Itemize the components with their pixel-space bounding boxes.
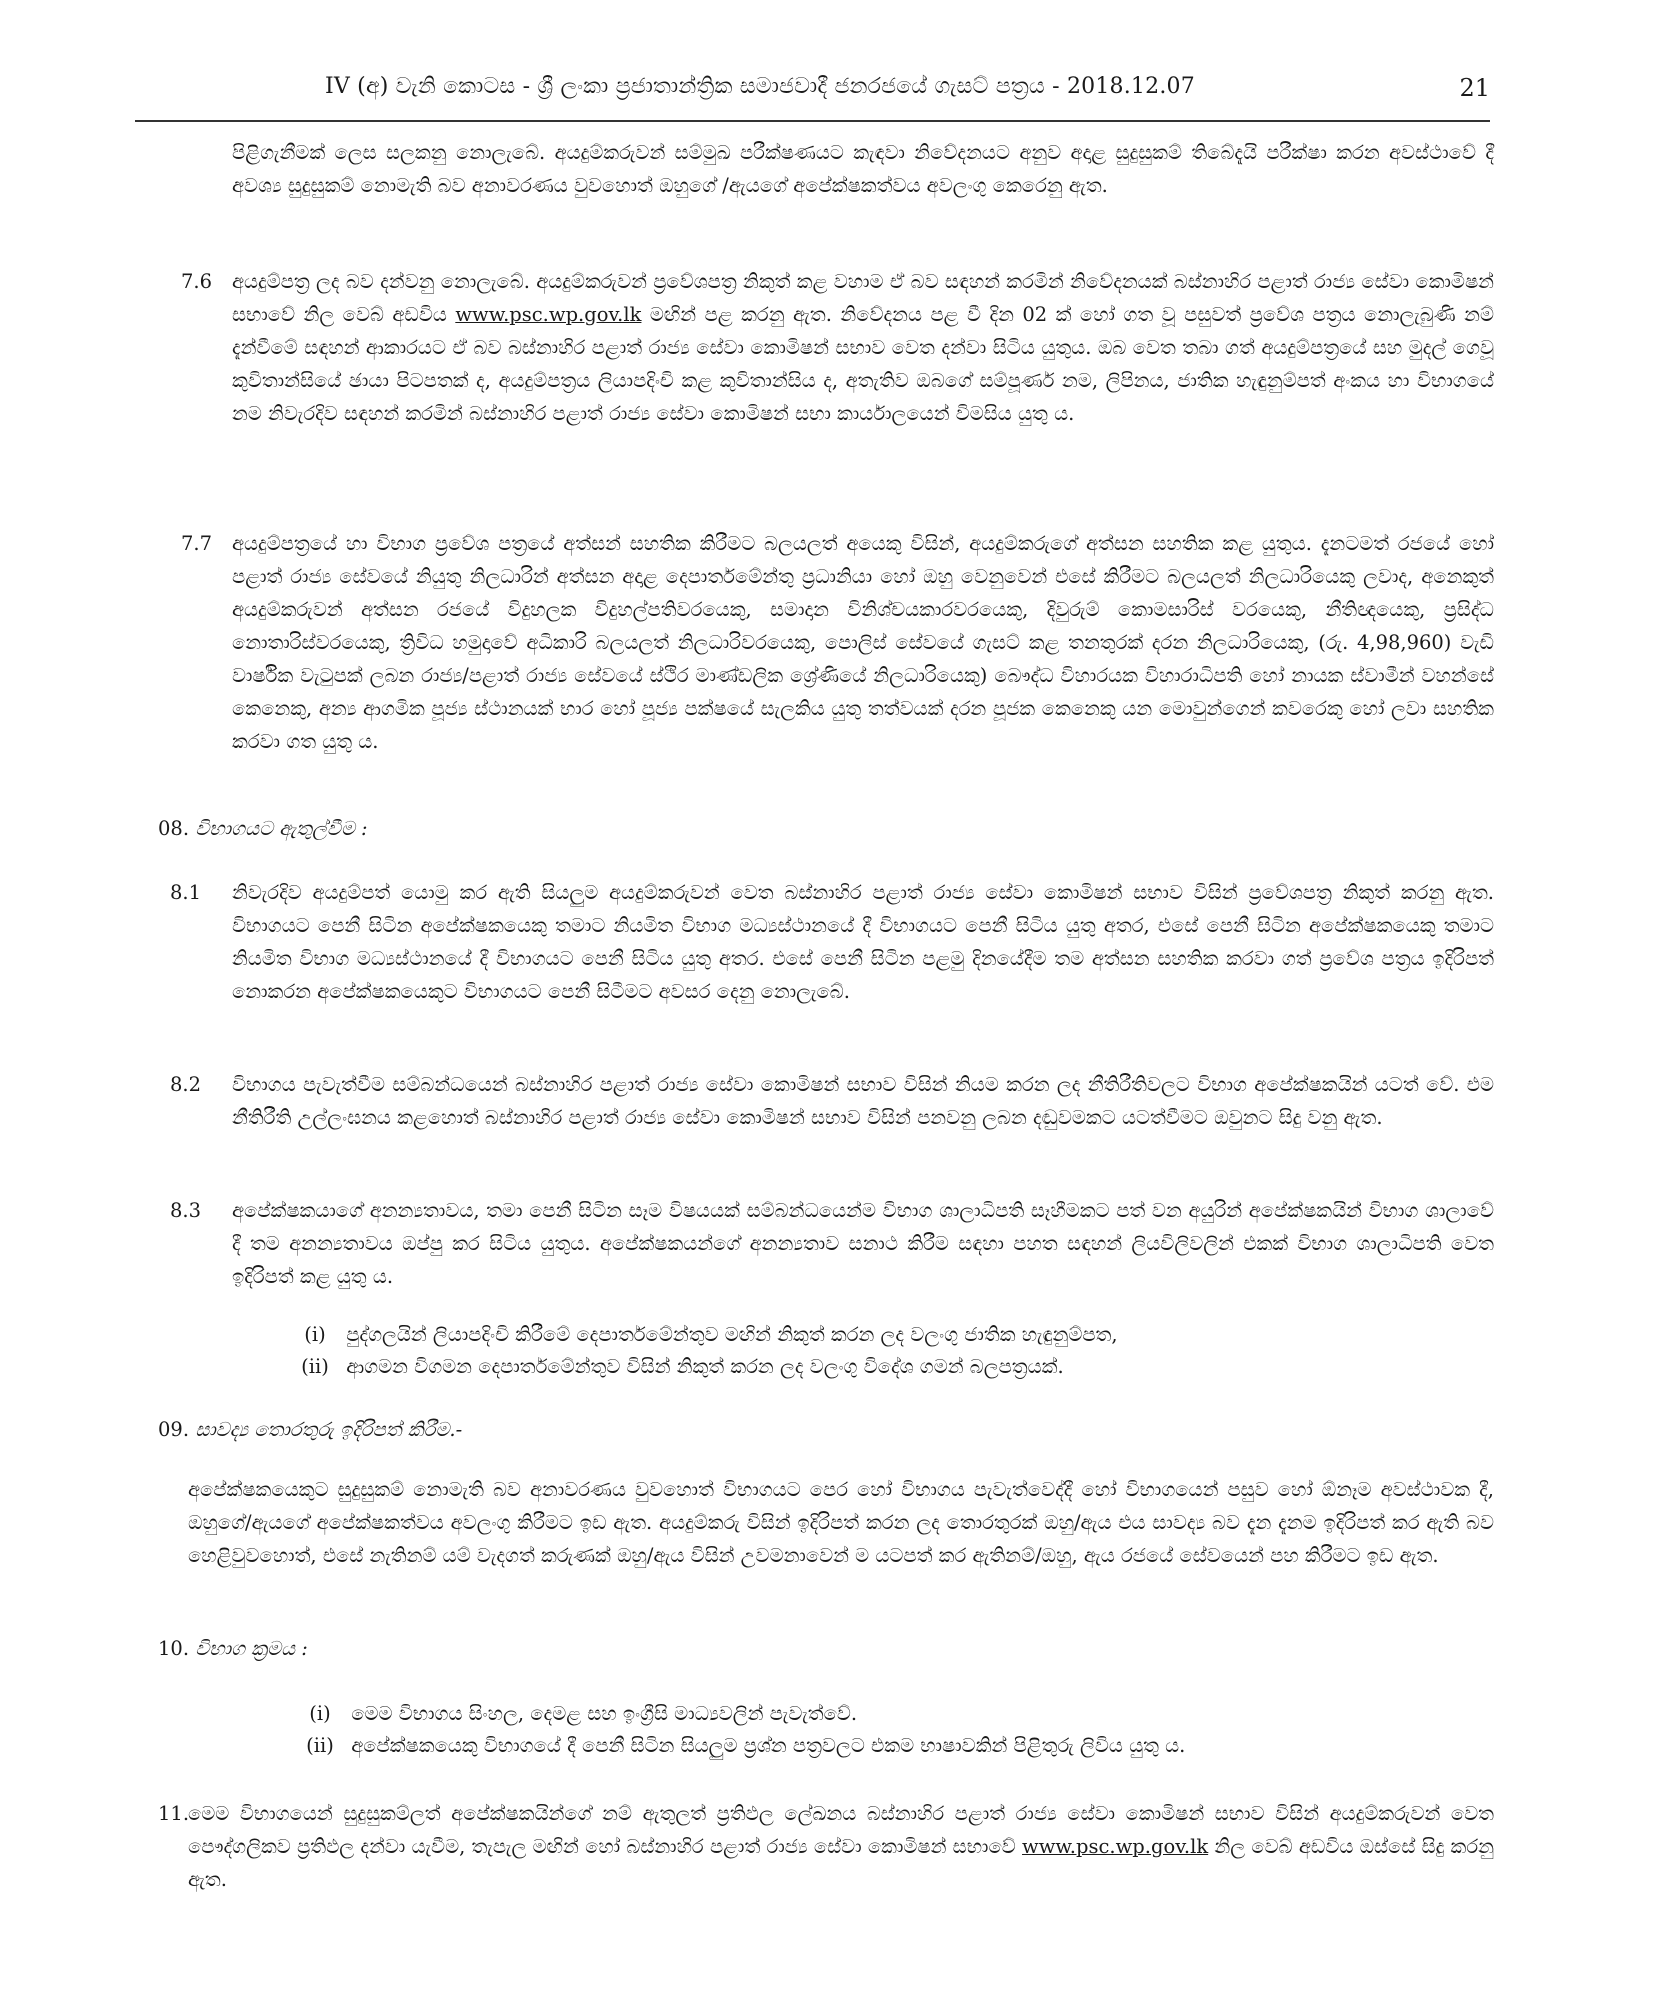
section-number-11: 11.: [158, 1802, 190, 1825]
item-text: පුද්ගලයින් ලියාපදිංචි කිරීමේ දෙපාර්තමේන්තුව මඟින් නිකුත් කරන ලද වලංගු ජාතික හැඳුනුම්පත,: [346, 1323, 1118, 1346]
section-11-text: [188, 1797, 1494, 1896]
item-text: අපේක්ෂකයෙකු විභාගයේ දී පෙනී සිටින සියලුම ප්‍රශ්න පත්‍රවලට එකම භාෂාවකින් පිළිතුරු ලිවිය යුතු ය.: [351, 1734, 1186, 1757]
section-08-heading: [158, 812, 368, 845]
section-8-3-text: අපේක්ෂකයාගේ අනන්‍යතාවය, තමා පෙනී සිටින සෑම විෂයයක් සම්බන්ධයෙන්ම විභාග ශාලාධිපති සෑහීමකට පත් වන අයුරින් අපේක්ෂකයින් විභාග ශාලාවේ දී තම අනන්‍යතාවය ඔප්පු කර සිටිය යුතුය. අපේක්ෂකයන්ගේ අනන්‍යතාව සනාථ කිරීම සඳහා පහත සඳහන් ලියවිලිවලින් එකක් විභාග ශාලාධිපති වෙත ඉදිරිපත් කළ යුතු ය.: [232, 1199, 1494, 1288]
page-header: [135, 70, 1490, 122]
item-numeral: (ii): [306, 1734, 334, 1757]
section-number-8-3: 8.3: [170, 1199, 202, 1222]
section-7-7-text: අයදුම්පත්‍රයේ හා විභාග ප්‍රවේශ පත්‍රයේ අත්සන් සහතික කිරීමට බලයලත් අයෙකු විසින්, අයදුම්කරුගේ අත්සන සහතික කළ යුතුය. දැනටමත් රජයේ හෝ පළාත් රාජ්‍ය සේවයේ නියුතු නිලධාරින් අත්සන අදාළ දෙපාර්තමේන්තු ප්‍රධානියා හෝ ඔහු වෙනුවෙන් එසේ කිරීමට බලයලත් නිලධාරියෙකු ලවාද, අනෙකුත් අයදුම්කරුවන් අත්සන රජයේ විදුහලක විදුහල්පතිවරයෙකු, සමාදාන විනිශ්චයකාරවරයෙකු, දිවුරුම් කොමසාරිස් වරයෙකු, නීතිඥයෙකු, ප්‍රසිද්ධ නොතාරිස්වරයෙකු, ත්‍රිවිධ හමුදාවේ අධිකාරි බලයලත් නිලධාරිවරයෙකු, පොලිස් සේවයේ ගැසට් කළ තනතුරක් දරන නිලධාරියෙකු, (රු. 4,98,960) වැඩි වාර්ෂික වැටුපක් ලබන රාජ්‍ය/පළාත් රාජ්‍ය සේවයේ ස්ථිර මාණ්ඩලික ශ්‍රේණියේ නිලධාරියෙකු) බෞද්ධ විහාරයක විහාරාධිපති හෝ නායක ස්වාමීන් වහන්සේ කෙනෙකු, අන්‍ය ආගමික පූජ්‍ය ස්ථානයක් භාර හෝ පූජ්‍ය පක්ෂයේ සැලකිය යුතු තත්වයක් දරන පූජක කෙනෙකු යන මොවුන්ගෙන් කවරෙකු හෝ ලවා සහතික කරවා ගත යුතු ය.: [232, 532, 1494, 753]
item-numeral: (ii): [301, 1355, 329, 1378]
item-text: මෙම විභාගය සිංහල, දෙමළ සහ ඉංග්‍රීසි මාධ්‍යවලින් පැවැත්වේ.: [351, 1702, 858, 1725]
section-number-7-6: 7.6: [181, 270, 213, 293]
section-10-item-1: [295, 1697, 857, 1730]
item-numeral: (i): [309, 1702, 331, 1725]
page-number: 21: [1459, 74, 1490, 102]
section-number-8-2: 8.2: [170, 1073, 202, 1096]
section-number-7-7: 7.7: [181, 532, 213, 555]
section-11-text-b: නිල වෙබ් අඩවිය ඔස්සේ සිදු කරනු ඇත.: [188, 1835, 1494, 1891]
section-8-1-text: නිවැරදිව අයදුම්පත් යොමු කර ඇති සියලුම අයදුම්කරුවන් වෙත බස්නාහිර පළාත් රාජ්‍ය සේවා කොමිෂන් සභාව විසින් ප්‍රවේශපත්‍ර නිකුත් කරනු ඇත. විභාගයට පෙනී සිටින අපේක්ෂකයෙකු තමාට නියමිත විභාග මධ්‍යස්ථානයේ දී විභාගයට පෙනී සිටිය යුතු අතර, එසේ පෙනී සිටින අපේක්ෂකයෙකු තමාට නියමිත විභාග මධ්‍යස්ථානයේ දී විභාගයට පෙනී සිටිය යුතු අතර. එසේ පෙනී සිටින පළමු දිනයේදීම තම අත්සන සහතික කරවා ගත් ප්‍රවේශ පත්‍රය ඉදිරිපත් නොකරන අපේක්ෂකයෙකුට විභාගයට පෙනී සිටීමට අවසර දෙනු නොලැබේ.: [232, 881, 1494, 1003]
section-7-6-text: [232, 265, 1494, 430]
section-11-text-a: මෙම විභාගයෙන් සුදුසුකම්ලත් අපේක්ෂකයින්ගේ නම් ඇතුලත් ප්‍රතිඵල ලේඛනය බස්නාහිර පළාත් රාජ්‍ය සේවා කොමිෂන් සභාව විසින් අයදුම්කරුවන් වෙත පෞද්ගලිකව ප්‍රතිඵල දන්වා යැවීම, තැපැල මඟින් හෝ බස්නාහිර පළාත් රාජ්‍ය සේවා කොමිෂන් සභාවේ: [188, 1802, 1494, 1858]
section-10-heading: [158, 1632, 308, 1665]
item-numeral: (i): [304, 1323, 326, 1346]
section-09-heading: [158, 1413, 462, 1446]
section-number-10: 10.: [158, 1637, 190, 1660]
section-09-text: අපේක්ෂකයෙකුට සුදුසුකම් නොමැති බව අනාවරණය වුවහොත් විභාගයට පෙර හෝ විභාගය පැවැත්වෙද්දී හෝ විභාගයෙන් පසුව හෝ ඕනෑම අවස්ථාවක දී, ඔහුගේ/ඇයගේ අපේක්ෂකත්වය අවලංගු කිරීමට ඉඩ ඇත. අයදුම්කරු විසින් ඉදිරිපත් කරන ලද තොරතුරක් ඔහු/ඇය එය සාවද්‍ය බව දැන දැනම ඉදිරිපත් කර ඇති බව හෙළිවුවහොත්, එසේ නැතිනම් යම් වැදගත් කරුණක් ඔහු/ඇය විසින් උවමනාවෙන් ම යටපත් කර ඇතිනම්/ඔහු, ඇය රජයේ සේවයෙන් පහ කිරීමට ඉඩ ඇත.: [188, 1478, 1494, 1567]
section-7-6-text-b: මඟින් පළ කරනු ඇත. නිවේදනය පළ වී දින 02 ක් හෝ ගත වූ පසුවත් ප්‍රවේශ පත්‍රය නොලැබුණි නම් දැන්වීමේ සඳහන් ආකාරයට ඒ බව බස්නාහිර පළාත් රාජ්‍ය සේවා කොමිෂන් සභාව වෙත දන්වා සිටිය යුතුය. ඔබ වෙත තබා ගත් අයදුම්පත්‍රයේ සහ මුදල් ගෙවූ කුවිතාන්සියේ ඡායා පිටපතක් ද, අයදුම්පත්‍රය ලියාපදිංචි කළ කුවිතාන්සිය ද, අතැතිව ඔබගේ සම්පූර්ණ නම, ලිපිනය, ජාතික හැඳුනුම්පත් අංකය හා විභාගයේ නම නිවැරදිව සඳහන් කරමින් බස්නාහිර පළාත් රාජ්‍ය සේවා කොමිෂන් සභා කාර්යාලයෙන් විමසිය යුතු ය.: [232, 303, 1494, 425]
section-number-09: 09.: [158, 1418, 190, 1441]
section-10-title: විභාග ක්‍රමය :: [195, 1637, 308, 1660]
section-8-3-item-1: [290, 1318, 1118, 1351]
section-8-3-item-2: [290, 1350, 1064, 1383]
psc-website-link[interactable]: www.psc.wp.gov.lk: [1022, 1835, 1209, 1858]
section-08-title: විභාගයට ඇතුල්වීම :: [195, 817, 368, 840]
item-text: ආගමන විගමන දෙපාර්තමේන්තුව විසින් නිකුත් කරන ලද වලංගු විදේශ ගමන් බලපත්‍රයක්.: [346, 1355, 1064, 1378]
section-10-item-2: [295, 1729, 1185, 1762]
section-number-08: 08.: [158, 817, 190, 840]
header-title: IV (අ) වැනි කොටස - ශ්‍රී ලංකා ප්‍රජාතාන්ත්‍රික සමාජවාදී ජනරජයේ ගැසට් පත්‍රය - 2018.12.07: [325, 74, 1195, 99]
psc-website-link[interactable]: www.psc.wp.gov.lk: [455, 303, 642, 326]
section-8-2-text: විභාගය පැවැත්වීම සම්බන්ධයෙන් බස්නාහිර පළාත් රාජ්‍ය සේවා කොමිෂන් සභාව විසින් නියම කරන ලද නීතිරීතිවලට විභාග අපේක්ෂකයින් යටත් වේ. එම නීතිරීති උල්ලංඝනය කළහොත් බස්නාහිර පළාත් රාජ්‍ය සේවා කොමිෂන් සභාව විසින් පනවනු ලබන දඬුවමකට යටත්වීමට ඔවුනට සිදු වනු ඇත.: [232, 1073, 1494, 1129]
intro-paragraph: පිළිගැනීමක් ලෙස සලකනු නොලැබේ. අයදුම්කරුවන් සම්මුඛ පරීක්ෂණයට කැඳවා නිවේදනයට අනුව අදාළ සුදුසුකම් තිබේදැයි පරීක්ෂා කරන අවස්ථාවේ දී අවශ්‍ය සුදුසුකම් නොමැති බව අනාවරණය වුවහොත් ඔහුගේ /ඇයගේ අපේක්ෂකත්වය අවලංගු කෙරෙනු ඇත.: [232, 141, 1494, 197]
section-number-8-1: 8.1: [170, 881, 202, 904]
section-09-title: සාවද්‍ය තොරතුරු ඉදිරිපත් කිරීම.-: [195, 1418, 463, 1441]
section-7-6-text-a: අයදුම්පත්‍ර ලද බව දන්වනු නොලැබේ. අයදුම්කරුවන් ප්‍රවේශපත්‍ර නිකුත් කළ වහාම ඒ බව සඳහන් කරමින් නිවේදනයක් බස්නාහිර පළාත් රාජ්‍ය සේවා කොමිෂන් සභාවේ නිල වෙබ් අඩවිය: [232, 270, 1494, 326]
